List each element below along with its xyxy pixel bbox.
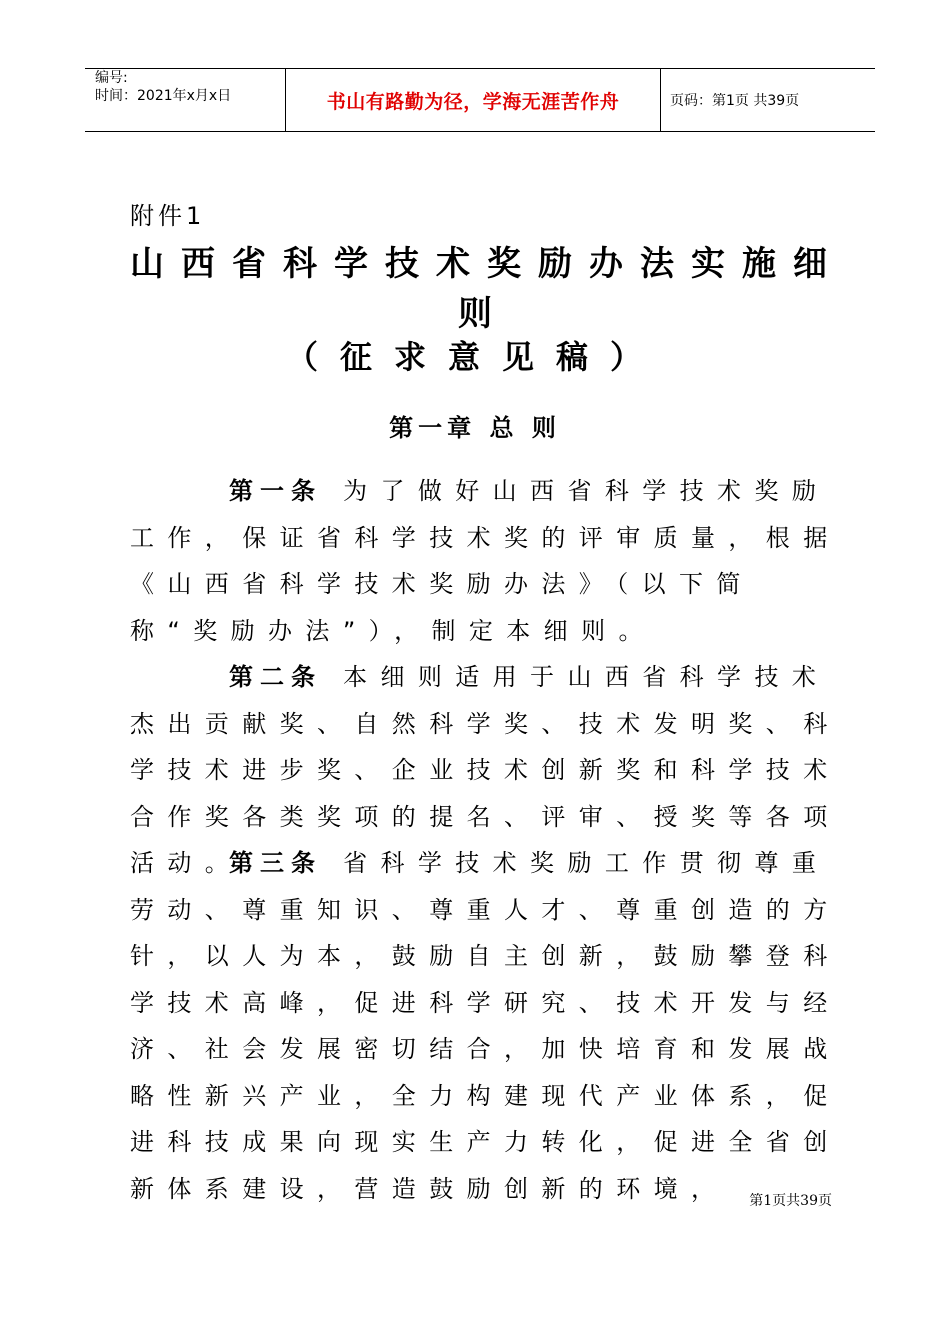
document-header xyxy=(85,68,875,132)
article-number: 第三条 xyxy=(229,849,323,877)
chapter-heading: 第一章 总 则 xyxy=(389,414,561,442)
article-3 xyxy=(130,840,850,1212)
title-line-3: （征求意见稿） xyxy=(285,338,664,376)
header-page-cell xyxy=(660,69,875,131)
article-number: 第二条 xyxy=(229,663,323,691)
article-text: 本细则适用于山西省科学技术杰出贡献奖、自然科学奖、技术发明奖、科学技术进步奖、企业技术创新奖和科学技术合作奖各类奖项的提名、评审、授奖等各项活动。 xyxy=(130,663,841,877)
attachment-label: 附件1 xyxy=(130,202,206,230)
article-1 xyxy=(130,468,850,654)
title-line-2: 则 xyxy=(458,294,492,334)
page-footer: 第1页共39页 xyxy=(749,1193,832,1209)
time-label: 时间：2021年x月x日 xyxy=(95,88,232,104)
header-motto-cell xyxy=(285,69,661,131)
article-text: 省科学技术奖励工作贯彻尊重劳动、尊重知识、尊重人才、尊重创造的方针，以人为本，鼓励自主创新，鼓励攀登科学技术高峰，促进科学研究、技术开发与经济、社会发展密切结合，加快培育和发展战略性新兴产业，全力构建现代产业体系，促进科技成果向现实生产力转化，促进全省创新体系建设，营造鼓励创新的环境， xyxy=(130,849,841,1203)
motto: 书山有路勤为径，学海无涯苦作舟 xyxy=(326,90,620,113)
header-meta-cell xyxy=(85,69,285,131)
title-line-1: 山西省科学技术奖励办法实施细 xyxy=(130,244,844,284)
page-label: 页码：第1页 共39页 xyxy=(670,93,800,109)
number-label: 编号: xyxy=(95,70,128,86)
article-number: 第一条 xyxy=(229,477,323,505)
article-text: 为了做好山西省科学技术奖励工作，保证省科学技术奖的评审质量，根据《山西省科学技术奖励办法》（以下简称“奖励办法”），制定本细则。 xyxy=(130,477,841,645)
